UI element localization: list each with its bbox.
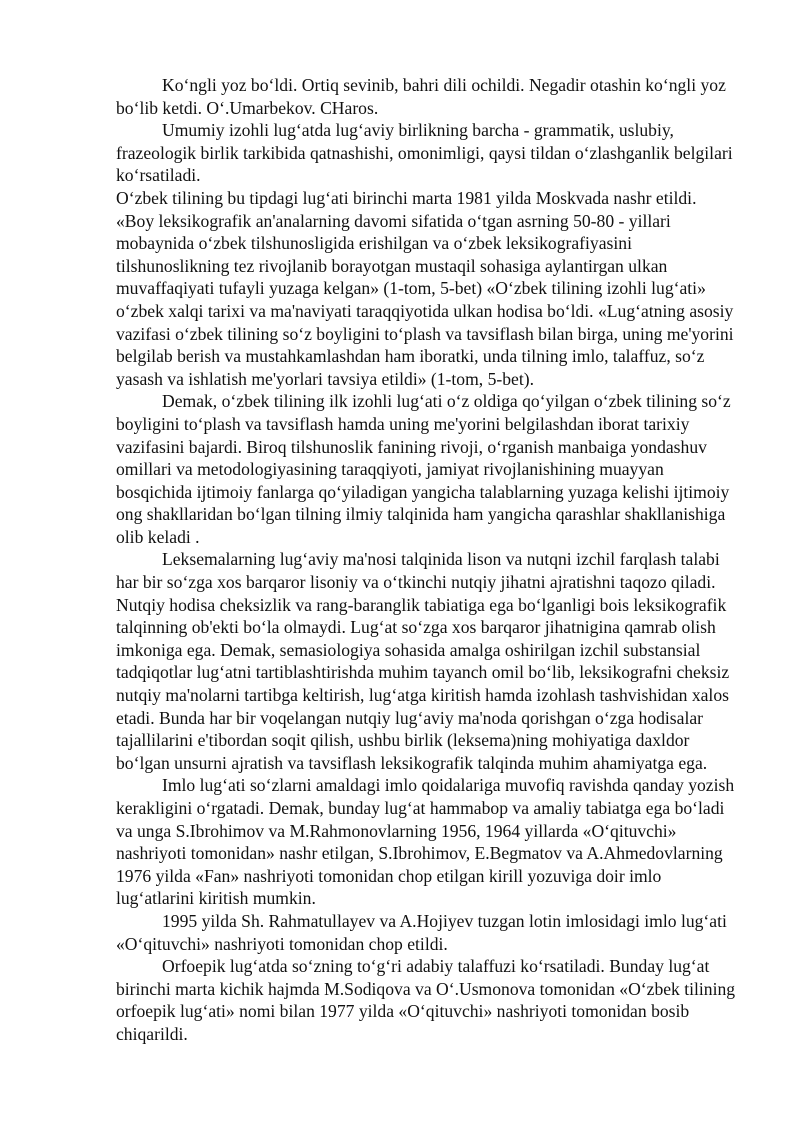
paragraph-6: Imlo lug‘ati so‘zlarni amaldagi imlo qoidalariga muvofiq ravishda qanday yozish kerakligini o‘rgatadi. Demak, bunday lug‘at hammabop va amaliy tabiatga ega bo‘ladi va unga S.Ibrohimov va M.Rahmonovlarning 1956, 1964 yillarda «O‘qituvchi» nashriyoti tomonidan» nashr etilgan, S.Ibrohimov, E.Begmatov va A.Ahmedovlarning 1976 yilda «Fan» nashriyoti tomonidan chop etilgan kirill yozuviga doir imlo lug‘atlarini kiritish mumkin.: [116, 775, 735, 909]
paragraph-3: O‘zbek tilining bu tipdagi lug‘ati birinchi marta 1981 yilda Moskvada nashr etildi. «Boy leksikografik an'analarning davomi sifatida o‘tgan asrning 50-80 - yillari mobaynida o‘zbek tilshunosligida erishilgan va o‘zbek leksikografiyasini tilshunoslikning tez rivojlanib borayotgan mustaqil sohasiga aylantirgan ulkan muvaffaqiyati tufayli yuzaga kelgan» (1-tom, 5-bet) «O‘zbek tilining izohli lug‘ati» o‘zbek xalqi tarixi va ma'naviyati taraqqiyotida ulkan hodisa bo‘ldi. «Lug‘atning asosiy vazifasi o‘zbek tilining so‘z boyligini to‘plash va tavsiflash bilan birga, uning me'yorini belgilab berish va mustahkamlashdan ham iboratki, unda tilning imlo, talaffuz, so‘z yasash va ishlatish me'yorlari tavsiya etildi» (1-tom, 5-bet).: [116, 187, 734, 389]
document-page: [116, 74, 736, 1046]
paragraph-8: Orfoepik lug‘atda so‘zning to‘g‘ri adabiy talaffuzi ko‘rsatiladi. Bunday lug‘at birinchi marta kichik hajmda M.Sodiqova va O‘.Usmonova tomonidan «O‘zbek tilining orfoepik lug‘ati» nomi bilan 1977 yilda «O‘qituvchi» nashriyoti tomonidan bosib chiqarildi.: [116, 956, 736, 1044]
paragraph-1: Ko‘ngli yoz bo‘ldi. Ortiq sevinib, bahri dili ochildi. Negadir otashin ko‘ngli yoz bo‘lib ketdi. O‘.Umarbekov. CHaros.: [116, 75, 726, 118]
paragraph-2: Umumiy izohli lug‘atda lug‘aviy birlikning barcha - grammatik, uslubiy, frazeologik birlik tarkibida qatnashishi, omonimligi, qaysi tildan o‘zlashganlik belgilari ko‘rsatiladi.: [116, 120, 733, 186]
paragraph-4: Demak, o‘zbek tilining ilk izohli lug‘ati o‘z oldiga qo‘yilgan o‘zbek tilining so‘z boyligini to‘plash va tavsiflash hamda uning me'yorini belgilashdan iborat tarixiy vazifasini bajardi. Biroq tilshunoslik fanining rivoji, o‘rganish manbaiga yondashuv omillari va metodologiyasining taraqqiyoti, jamiyat rivojlanishining muayyan bosqichida ijtimoiy fanlarga qo‘yiladigan yangicha talablarning yuzaga kelishi ijtimoiy ong shakllaridan bo‘lgan tilning ilmiy talqinida ham yangicha qarashlar shakllanishiga olib keladi .: [116, 391, 731, 547]
paragraph-5: Leksemalarning lug‘aviy ma'nosi talqinida lison va nutqni izchil farqlash talabi har bir so‘zga xos barqaror lisoniy va o‘tkinchi nutqiy jihatni ajratishni taqozo qiladi. Nutqiy hodisa cheksizlik va rang-baranglik tabiatiga ega bo‘lganligi bois leksikografik talqinning ob'ekti bo‘la olmaydi. Lug‘at so‘zga xos barqaror jihatnigina qamrab olish imkoniga ega. Demak, semasiologiya sohasida amalga oshirilgan izchil substansial tadqiqotlar lug‘atni tartiblashtirishda muhim tayanch omil bo‘lib, leksikografni cheksiz nutqiy ma'nolarni tartibga keltirish, lug‘atga kiritish hamda izohlash tashvishidan xalos etadi. Bunda har bir voqelangan nutqiy lug‘aviy ma'noda qorishgan o‘zga hodisalar tajallilarini e'tibordan soqit qilish, ushbu birlik (leksema)ning mohiyatiga daxldor bo‘lgan unsurni ajratish va tavsiflash leksikografik talqinda muhim ahamiyatga ega.: [116, 549, 730, 773]
paragraph-7: 1995 yilda Sh. Rahmatullayev va A.Hojiyev tuzgan lotin imlosidagi imlo lug‘ati «O‘qituvchi» nashriyoti tomonidan chop etildi.: [116, 910, 727, 954]
